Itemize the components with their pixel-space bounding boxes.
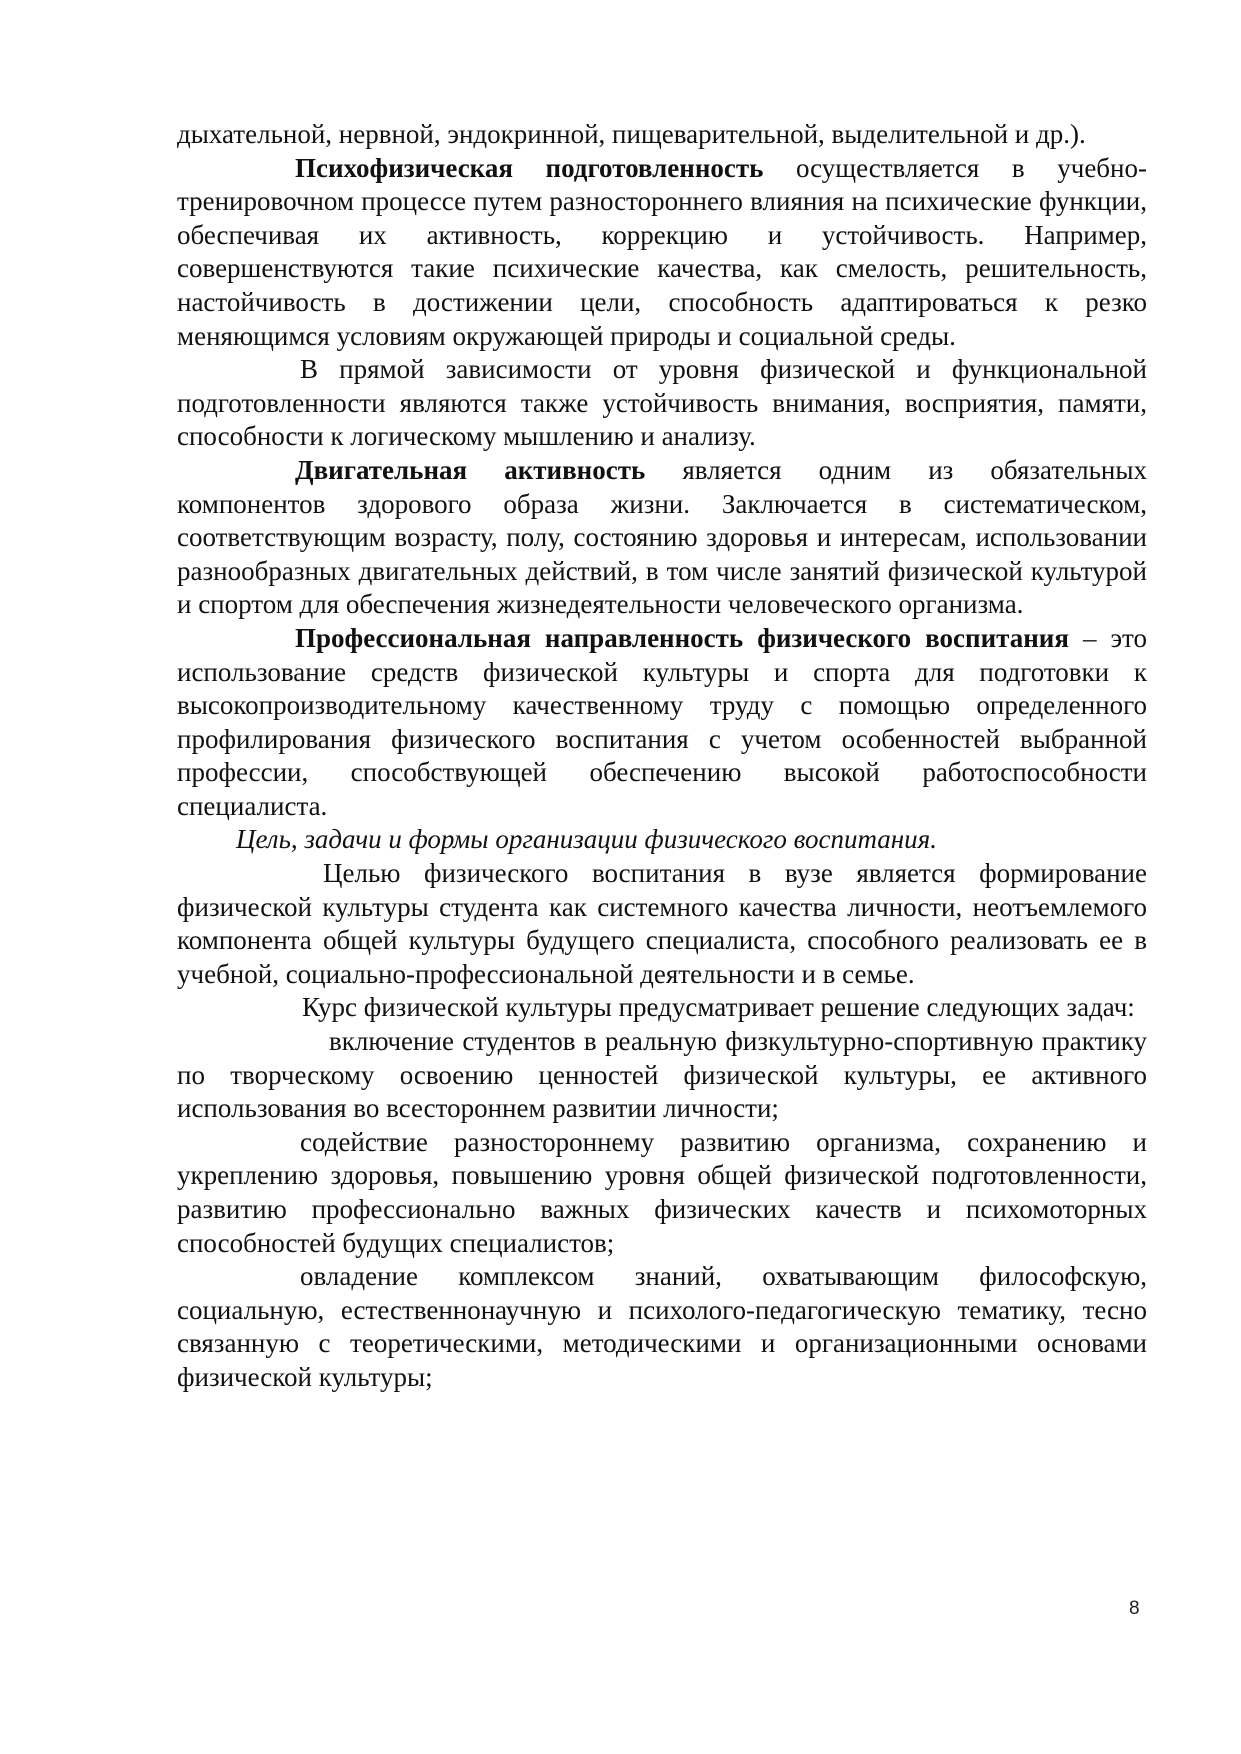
list-item-task-1 xyxy=(177,1025,1147,1126)
paragraph-motor-activity xyxy=(177,454,1147,622)
paragraph-text: овладение комплексом знаний, охватывающим философскую, социальную, естественнонаучную и психолого-педагогическую тематику, тесно связанную с теоретическими, методическими и организационными основами физической культуры; xyxy=(177,1261,1147,1392)
paragraph-text: Целью физического воспитания в вузе является формирование физической культуры студента как системного качества личности, неотъемлемого компонента общей культуры будущего специалиста, способного реализовать ее в учебной, социально-профессиональной деятельности и в семье. xyxy=(177,858,1147,989)
paragraph-professional-orientation xyxy=(177,622,1147,824)
list-item-task-2 xyxy=(177,1126,1147,1260)
paragraph-goal xyxy=(177,857,1147,991)
paragraph-psychophysical xyxy=(177,152,1147,354)
paragraph-continuation xyxy=(177,118,1147,152)
paragraph-text: дыхательной, нервной, эндокринной, пищеварительной, выделительной и др.). xyxy=(177,119,1086,149)
list-item-task-3 xyxy=(177,1260,1147,1394)
paragraph-text: осуществляется в учебно-тренировочном процессе путем разностороннего влияния на психические функции, обеспечивая их активность, коррекцию и устойчивость. Например, совершенствуются такие психические качества, как смелость, решительность, настойчивость в достижении цели, способность адаптироваться к резко меняющимся условиям окружающей природы и социальной среды. xyxy=(177,152,1147,351)
paragraph-text: Курс физической культуры предусматривает решение следующих задач: xyxy=(302,992,1135,1023)
term-motor-activity: Двигательная активность xyxy=(295,454,646,485)
page-number: 8 xyxy=(1129,1598,1140,1619)
paragraph-text: – это использование средств физической культуры и спорта для подготовки к высокопроизводительному качественному труду с помощью определенного профилирования физического воспитания с учетом особенностей выбранной профессии, способствующей обеспечению высокой работоспособности специалиста. xyxy=(177,622,1147,821)
paragraph-text: является одним из обязательных компонентов здорового образа жизни. Заключается в систематическом, соответствующим возрасту, полу, состоянию здоровья и интересам, использовании разнообразных двигательных действий, в том числе занятий физической культурой и спортом для обеспечения жизнедеятельности человеческого организма. xyxy=(177,454,1147,620)
section-heading-text: Цель, задачи и формы организации физического воспитания. xyxy=(236,824,937,855)
term-professional-orientation: Профессиональная направленность физического воспитания xyxy=(295,622,1069,653)
section-heading xyxy=(177,823,1147,857)
paragraph-dependence xyxy=(177,353,1147,454)
term-psychophysical: Психофизическая подготовленность xyxy=(295,152,764,183)
page-content xyxy=(177,118,1147,1395)
paragraph-text: содействие разностороннему развитию организма, сохранению и укреплению здоровья, повышению уровня общей физической подготовленности, развитию профессионально важных физических качеств и психомоторных способностей будущих специалистов; xyxy=(177,1126,1147,1258)
paragraph-tasks-intro xyxy=(177,991,1147,1025)
paragraph-text: В прямой зависимости от уровня физической и функциональной подготовленности являются также устойчивость внимания, восприятия, памяти, способности к логическому мышлению и анализу. xyxy=(177,354,1147,452)
paragraph-text: включение студентов в реальную физкультурно-спортивную практику по творческому освоению ценностей физической культуры, ее активного использования во всестороннем развитии личности; xyxy=(177,1026,1147,1124)
